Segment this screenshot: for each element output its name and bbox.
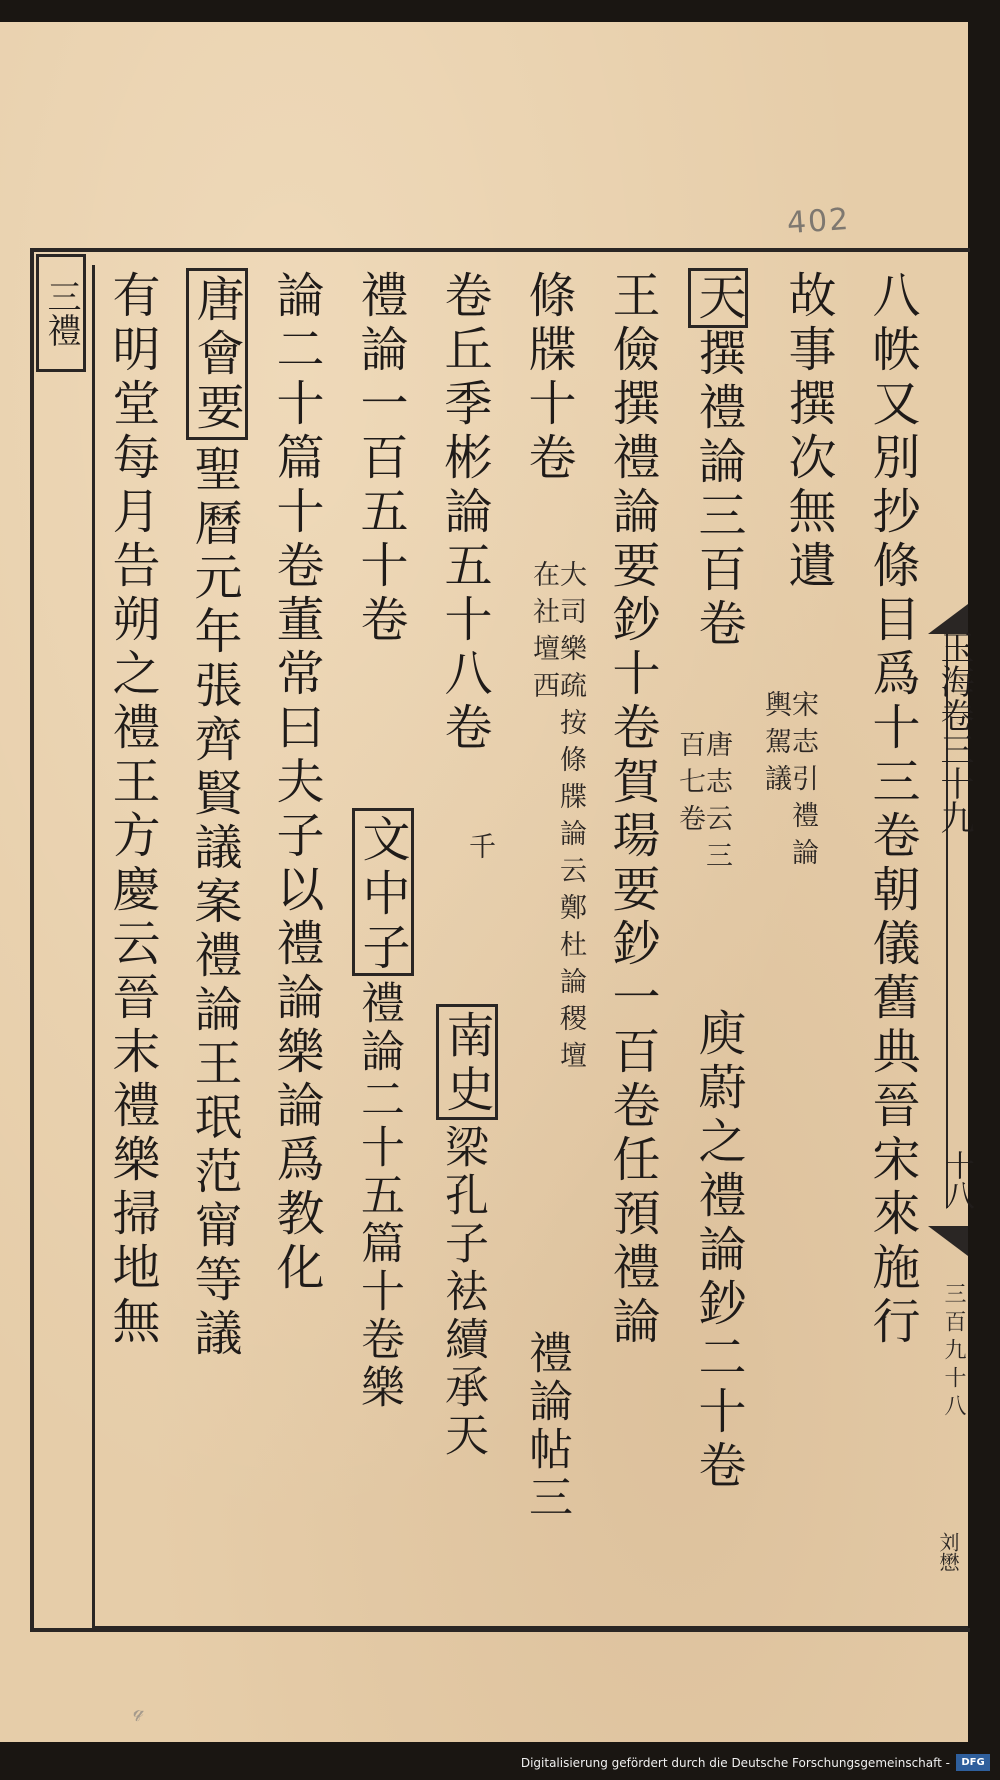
text-column-2a: 故事撰次無遺 (780, 270, 836, 594)
footer-credit: Digitalisierung gefördert durch die Deutsche Forschungsgemeinschaft - (520, 1756, 950, 1770)
text-column-6a: 卷丘季彬論五十八卷 (436, 270, 492, 756)
note-column-3: 唐志云三百七卷 (674, 730, 732, 878)
pencil-mark: 𝓆 (132, 1697, 146, 1723)
text-column-9: 聖曆元年張齊賢議案禮論王珉范甯等議 (186, 444, 242, 1362)
text-column-10: 有明堂每月告朔之禮王方慶云晉末禮樂掃地無 (104, 270, 160, 1350)
text-column-5a: 條牒十卷 (520, 270, 576, 486)
text-column-6-boxed: 南史 (438, 1010, 494, 1118)
side-tab-label: 三禮 (36, 254, 86, 372)
margin-title: 玉海卷三十九 (934, 630, 974, 834)
text-column-3-boxed: 天 (690, 272, 746, 326)
margin-carver: 刘懋 (936, 1532, 960, 1572)
text-column-8: 論二十篇十卷董常曰夫子以禮論樂論爲教化 (268, 270, 324, 1296)
text-column-1: 八帙又別抄條目爲十三卷朝儀舊典晉宋來施行 (864, 270, 920, 1350)
fishtail-bottom-icon (928, 1226, 968, 1256)
note-column-5: 大司樂疏按條牒論云鄭杜論稷壇在社壇西 (528, 560, 586, 1078)
text-column-5b: 禮論帖三 (521, 1330, 572, 1522)
text-column-4: 王儉撰禮論要鈔十卷賀瑒要鈔一百卷任預禮論 (604, 270, 660, 1350)
note-column-2: 宋志引禮論輿駕議 (760, 690, 818, 875)
note-column-6: 千 (464, 832, 495, 869)
text-column-7b: 禮論二十五篇十卷樂 (353, 980, 404, 1412)
dfg-logo-icon: DFG (956, 1754, 990, 1771)
digitization-footer (0, 1748, 1000, 1780)
text-column-9-boxed: 唐會要 (188, 274, 244, 436)
text-column-6b: 梁孔子袪續承天 (437, 1124, 488, 1460)
text-column-7a: 禮論一百五十卷 (352, 270, 408, 648)
margin-page-count: 三百九十八 (941, 1282, 966, 1422)
text-column-3a: 撰禮論三百卷 (690, 328, 746, 652)
margin-leaf-number: 十八 (939, 1150, 974, 1210)
pencil-page-number: 402 (785, 201, 852, 242)
text-column-3b: 庾蔚之禮論鈔二十卷 (690, 1008, 746, 1494)
text-column-7-boxed: 文中子 (354, 814, 410, 976)
